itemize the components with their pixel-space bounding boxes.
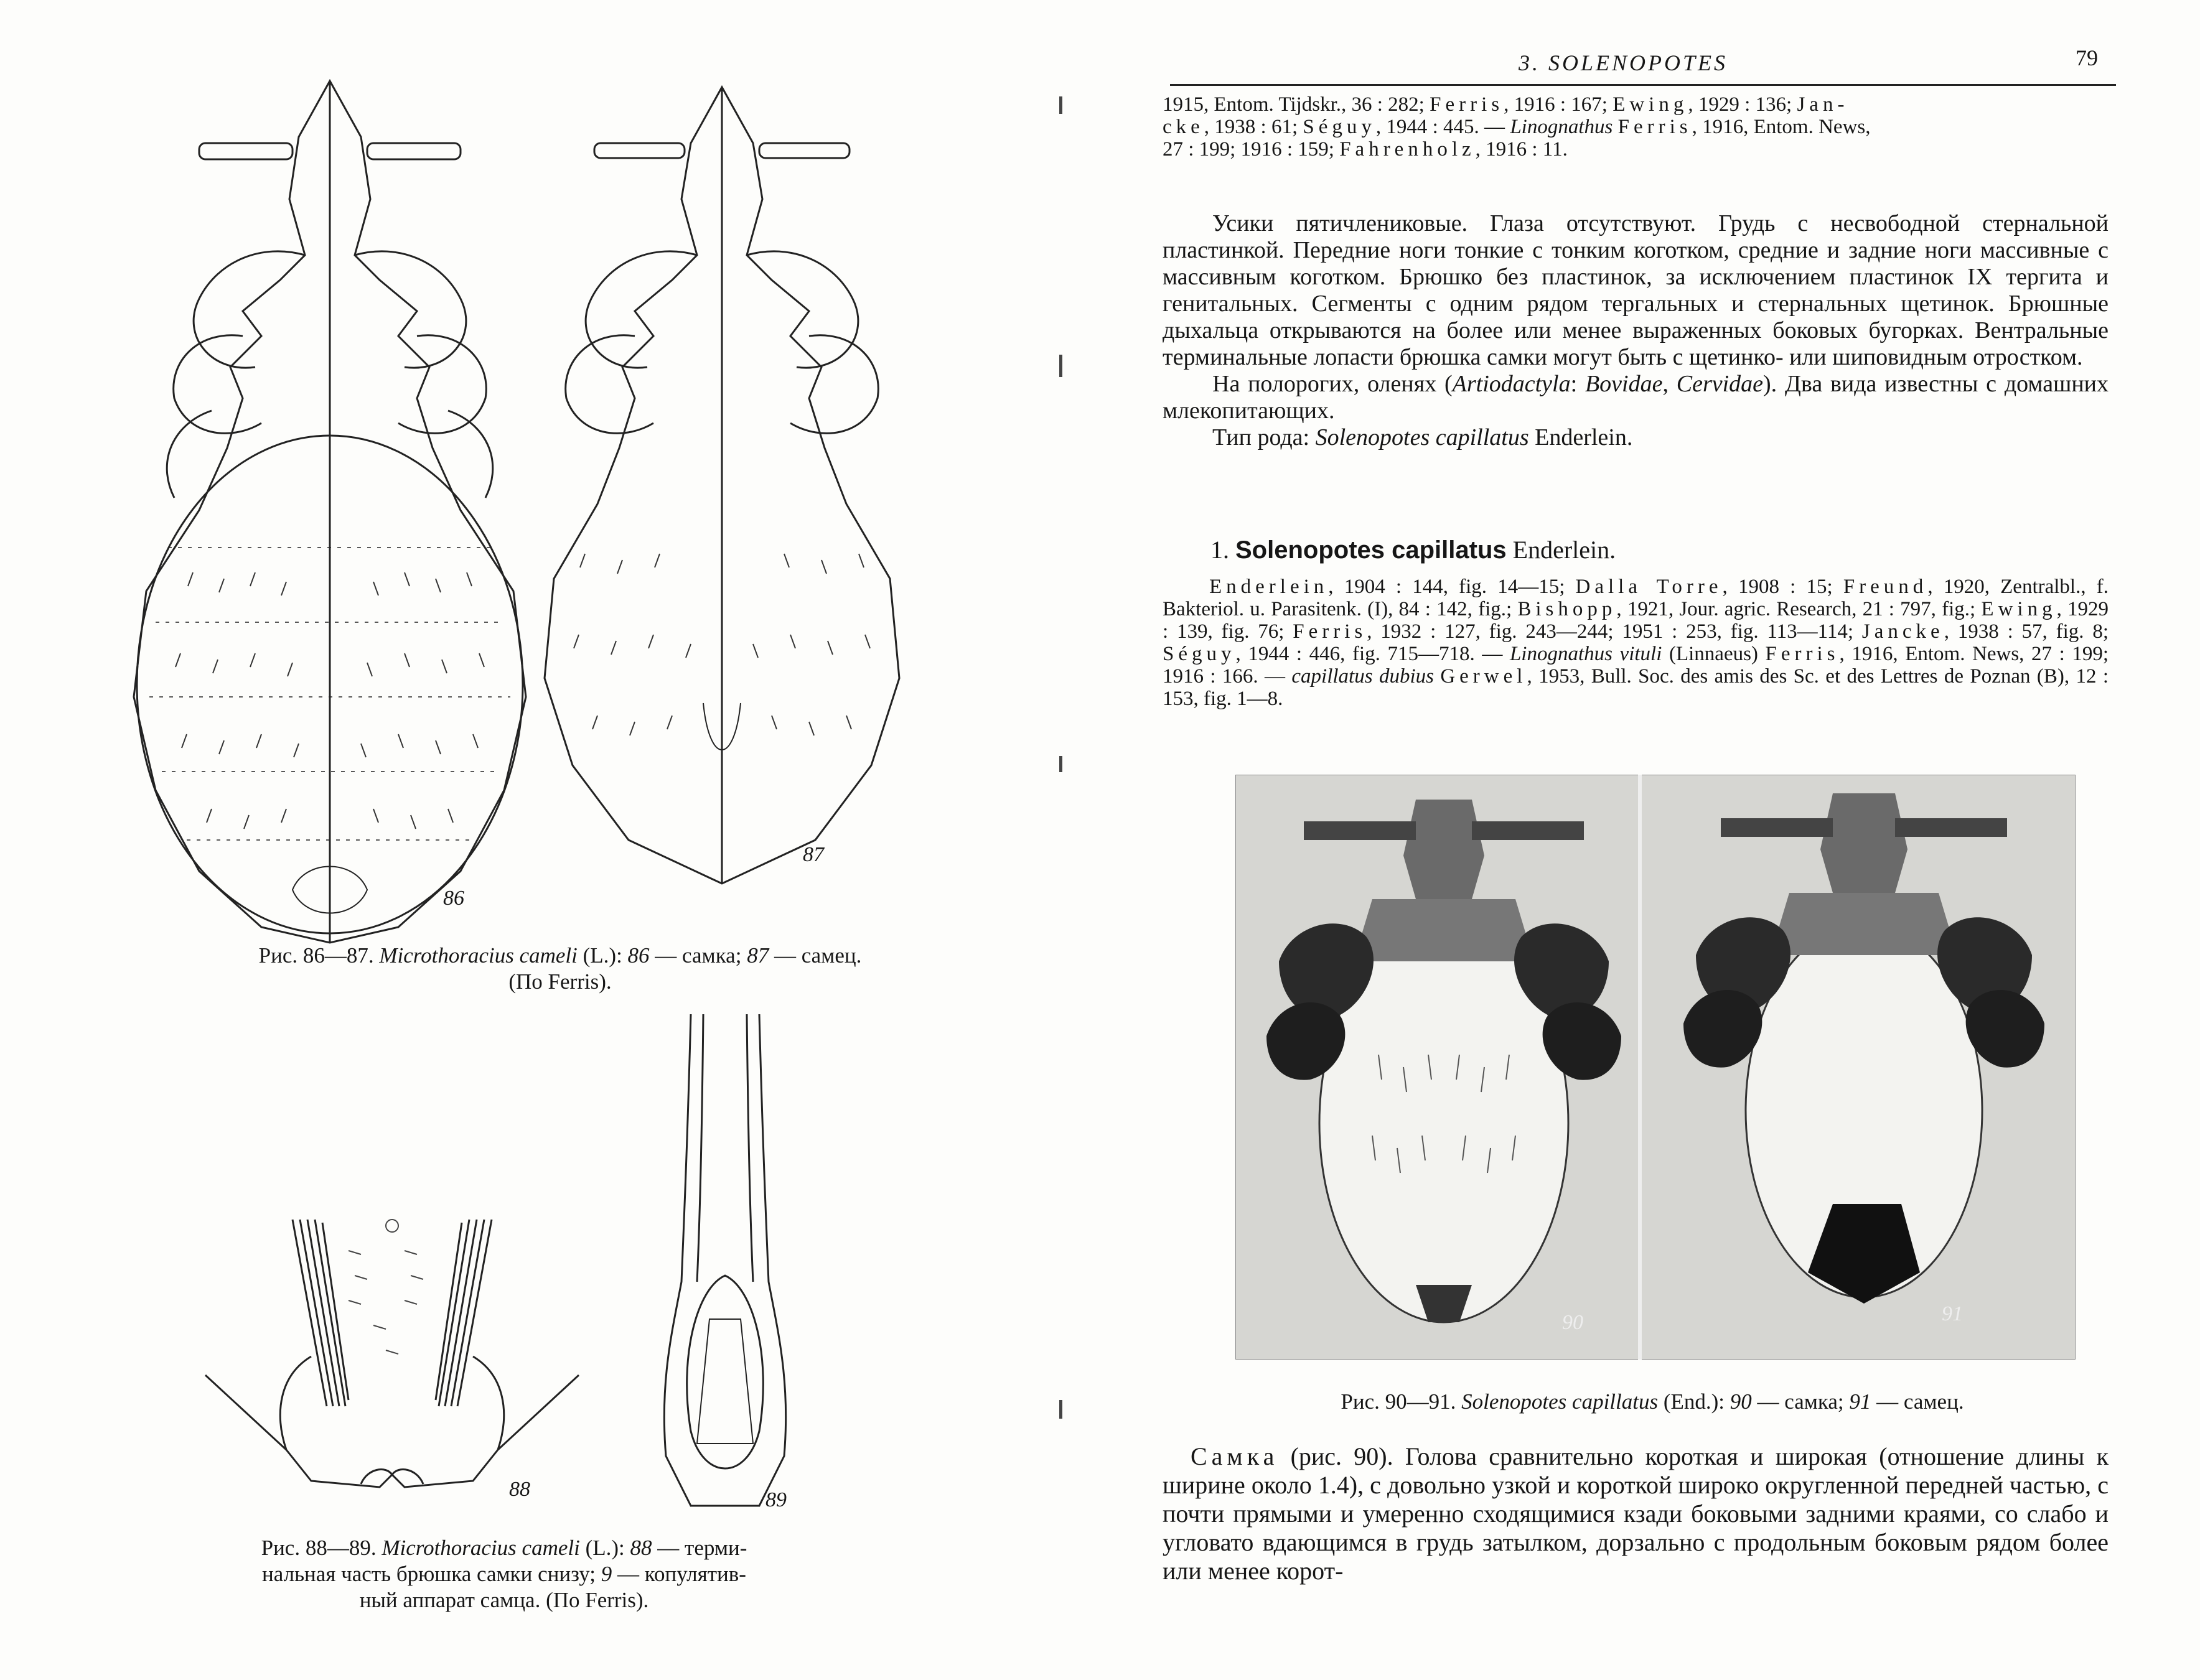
ref-text: 27 : 199; 1916 : 159;: [1163, 138, 1334, 161]
caption-source: (По Ferris).: [508, 969, 612, 994]
syn-author: Jancke: [1861, 620, 1944, 643]
caption-fig-90-text: — самка;: [1757, 1389, 1844, 1414]
female-text: (рис. 90). Голова сравнительно короткая и широкая (отношение длины к ширине около 1.4), с довольно узкой и короткой широко округленной передней частью, с почти прямыми и умеренно сходящимися кзади боковыми задними краями, со слабо и угловато вдающимся в грудь затылком, дорзально с продольным боковым рядом более или менее корот-: [1163, 1442, 2109, 1585]
caption-fig-90: 90: [1730, 1389, 1752, 1414]
page-number: 79: [2076, 45, 2098, 70]
caption-fig-9: 9: [601, 1562, 612, 1586]
caption-fig-86: 86: [627, 943, 650, 968]
species-author: Enderlein.: [1512, 536, 1616, 564]
type-species: Solenopotes capillatus: [1315, 424, 1529, 450]
caption-line2-rest: — копулятив-: [617, 1562, 746, 1586]
ref-author: Séguy: [1303, 116, 1376, 138]
caption-fig-91: 91: [1849, 1389, 1871, 1414]
ref-author: Fahrenholz: [1339, 138, 1476, 161]
caption-line3: ный аппарат самца. (По Ferris).: [359, 1588, 649, 1612]
host-order: Artiodactyla: [1452, 371, 1571, 397]
host-family: Cervidae: [1676, 371, 1764, 397]
description-paragraph: Усики пятичлениковые. Глаза отсутствуют. Грудь с несвободной стернальной пластинкой. Передние ноги тонкие с тонким коготком, средние и задние ноги массивные с массивным коготком. Брюшко без пластинок, за исключением пластинок IX тергита и генитальных. Сегменты с одним рядом тергальных и стернальных щетинок. Брюшные дыхальца открываются на более или менее выраженных боковых бугорках. Вентральные терминальные лопасти брюшка самки могут быть с щетинко- или шиповидным отростком.: [1163, 210, 2109, 370]
ref-text: , 1916, Entom. News,: [1692, 116, 1871, 138]
caption-fig-87: 87: [747, 943, 769, 968]
figure-86-female-louse: [118, 75, 541, 946]
ref-text: , 1916 : 167;: [1504, 93, 1608, 116]
references-continued: [1163, 93, 2109, 161]
caption-species: Microthoracius cameli: [379, 943, 578, 968]
caption-author: (End.):: [1663, 1389, 1725, 1414]
type-text: Enderlein.: [1528, 424, 1633, 450]
caption-fig-88: 88: [630, 1536, 652, 1560]
figure-label-86: 86: [443, 887, 464, 910]
figure-label-89: 89: [765, 1488, 787, 1511]
species-synonymy: [1163, 576, 2109, 710]
hosts-paragraph: [1163, 371, 2109, 424]
running-head: 3. SOLENOPOTES: [1519, 50, 1728, 75]
ref-text: 1915, Entom. Tijdskr., 36 : 282;: [1163, 93, 1425, 116]
syn-text: , 1904 : 144, fig. 14—15;: [1328, 576, 1565, 598]
genus-description: [1163, 210, 2109, 451]
syn-text: (Linnaeus): [1669, 643, 1758, 665]
hosts-text: На полорогих, оленях (: [1212, 371, 1453, 397]
ref-text: , 1944 : 445. —: [1375, 116, 1505, 138]
caption-species: Microthoracius cameli: [381, 1536, 580, 1560]
syn-author: Gerwel: [1440, 665, 1527, 688]
species-name: Solenopotes capillatus: [1235, 536, 1507, 564]
syn-author: Ewing: [1981, 598, 2057, 620]
ref-text: , 1929 : 136;: [1688, 93, 1792, 116]
type-genus-paragraph: [1163, 424, 2109, 451]
syn-text: , 1932 : 127, fig. 243—244; 1951 : 253, fig. 113—114;: [1367, 620, 1854, 643]
syn-author: Ferris: [1293, 620, 1367, 643]
figure-89-male-copulatory-apparatus: [653, 1008, 797, 1524]
hosts-text: ,: [1662, 371, 1677, 397]
caption-fig-87-text: — самец.: [774, 943, 862, 968]
photo-figure-90-91: [1235, 775, 2076, 1360]
figure-label-87: 87: [803, 843, 824, 866]
syn-author: Ferris: [1765, 643, 1840, 665]
type-text: Тип рода:: [1212, 424, 1316, 450]
syn-text: , 1908 : 15;: [1722, 576, 1833, 598]
syn-taxon: Linognathus vituli: [1509, 643, 1662, 665]
figure-caption-90-91: [1232, 1389, 2072, 1415]
caption-line2: нальная часть брюшка самки снизу;: [262, 1562, 596, 1586]
caption-prefix: Рис. 90—91.: [1341, 1389, 1456, 1414]
figure-label-91: 91: [1942, 1302, 1963, 1325]
species-heading: [1210, 535, 1616, 564]
syn-text: , 1920, Zentralbl., f. Bakteriol. u. Parasitenk. (I), 84 : 142, fig.;: [1163, 576, 2109, 620]
figure-88-female-terminal-abdomen: [199, 1201, 585, 1500]
syn-text: , 1929 : 139, fig. 76;: [1163, 598, 2109, 643]
syn-author: Bishopp: [1517, 598, 1617, 620]
left-page: [0, 0, 1058, 1680]
figure-label-90: 90: [1562, 1311, 1583, 1334]
caption-author: (L.):: [585, 1536, 625, 1560]
female-description: [1163, 1442, 2109, 1585]
ref-author: Ewing: [1613, 93, 1688, 116]
syn-text: , 1953, Bull. Soc. des amis des Sc. et des Lettres de Poznan (B), 12 : 153, fig. 1—8.: [1163, 665, 2109, 710]
gutter-mark: [1059, 1400, 1062, 1419]
syn-text: , 1921, Jour. agric. Research, 21 : 797, fig.;: [1616, 598, 1976, 620]
syn-taxon: capillatus dubius: [1291, 665, 1434, 688]
figure-caption-86-87: [187, 943, 934, 995]
syn-text: , 1944 : 446, fig. 715—718. —: [1235, 643, 1503, 665]
figure-label-88: 88: [509, 1478, 530, 1501]
ref-author: cke: [1163, 116, 1204, 138]
syn-author: Dalla Torre: [1575, 576, 1723, 598]
syn-author: Enderlein: [1209, 576, 1329, 598]
caption-author: (L.):: [583, 943, 622, 968]
syn-author: Séguy: [1163, 643, 1236, 665]
ref-author: Ferris: [1617, 116, 1692, 138]
caption-fig-86-text: — самка;: [655, 943, 742, 968]
syn-text: , 1938 : 57, fig. 8;: [1944, 620, 2109, 643]
gutter-mark: [1059, 756, 1062, 772]
female-heading: Самка: [1191, 1442, 1279, 1470]
figure-87-male-louse: [523, 81, 909, 890]
gutter-mark: [1059, 96, 1062, 114]
ref-author: Jan-: [1797, 93, 1849, 116]
caption-prefix: Рис. 86—87.: [258, 943, 374, 968]
hosts-text: ). Два вида известны с домашних млекопитающих.: [1163, 371, 2109, 424]
gutter-mark: [1059, 355, 1062, 377]
host-family: Bovidae: [1584, 371, 1663, 397]
ref-author: Ferris: [1430, 93, 1504, 116]
caption-fig-91-text: — самец.: [1876, 1389, 1964, 1414]
ref-text: , 1938 : 61;: [1204, 116, 1298, 138]
hosts-text: :: [1570, 371, 1585, 397]
ref-text: , 1916 : 11.: [1475, 138, 1568, 161]
figure-caption-88-89: [218, 1535, 790, 1613]
header-rule: [1170, 84, 2116, 86]
species-number: 1.: [1210, 536, 1229, 564]
syn-author: Freund: [1843, 576, 1928, 598]
caption-prefix: Рис. 88—89.: [261, 1536, 377, 1560]
syn-text: , 1916, Entom. News, 27 : 199; 1916 : 166. —: [1163, 643, 2109, 688]
caption-species: Solenopotes capillatus: [1461, 1389, 1659, 1414]
ref-genus: Linognathus: [1510, 116, 1613, 138]
caption-line1-rest: — терми-: [657, 1536, 747, 1560]
